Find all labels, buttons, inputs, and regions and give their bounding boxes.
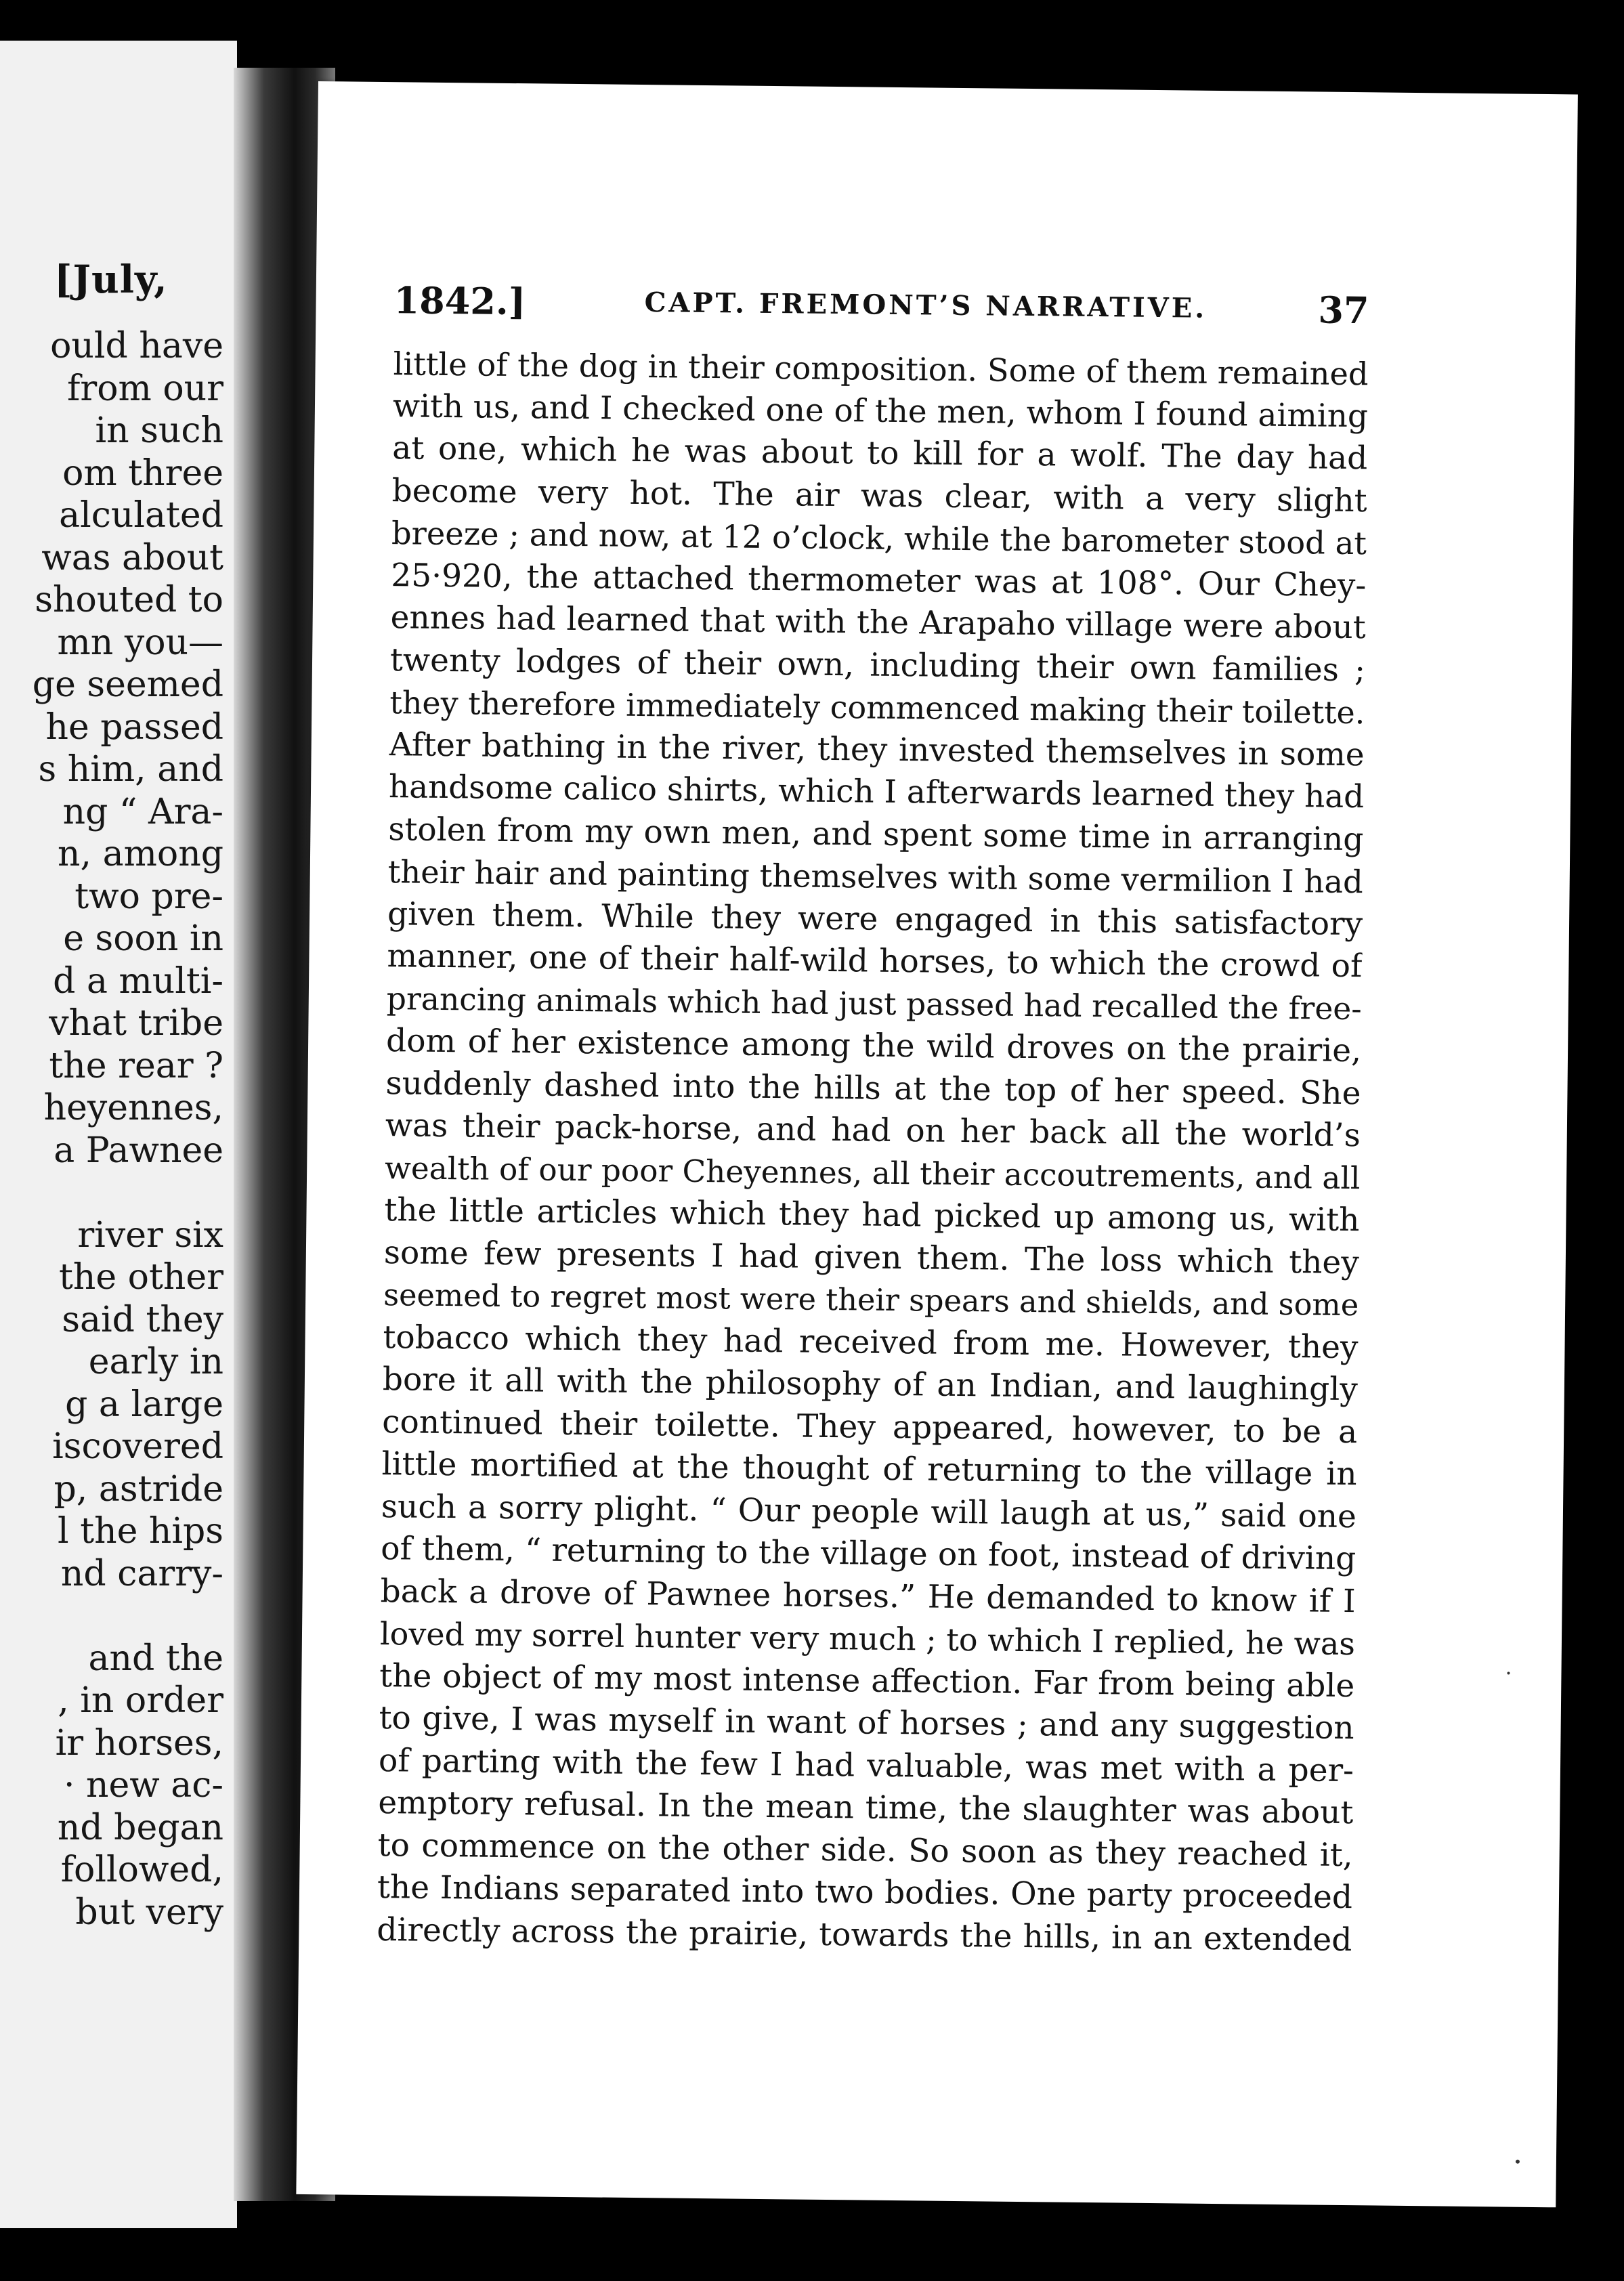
text-line: the Indians separated into two bodies. One party proceeded [377,1869,1353,1917]
text-line: early in [88,1342,223,1382]
text-line: he passed [45,706,223,748]
text-line: but very [75,1892,223,1933]
text-line: handsome calico shirts, which I afterwards learned they had [388,769,1365,816]
text-line: from our [67,368,223,409]
text-line: of them, “ returning to the village on foot, instead of driving [381,1530,1356,1578]
text-line: followed, [60,1850,223,1890]
text-line: suddenly dashed into the hills at the top of her speed. She [385,1064,1361,1112]
text-line: said they [62,1299,223,1340]
text-line: and the [88,1638,223,1679]
text-line: at one, which he was about to kill for a wolf. The day had [392,429,1368,477]
text-line: p, astride [54,1468,223,1510]
text-line: ould have [50,326,223,366]
left-page-running-head: [July, [54,257,168,302]
text-line: the other [58,1257,223,1298]
text-line: the little articles which they had picked up among us, with [384,1191,1360,1239]
text-line: their hair and painting themselves with some vermilion I had [387,853,1363,901]
text-line [0,1595,223,1638]
text-line: bore it all with the philosophy of an Indian, and laughingly [382,1361,1359,1409]
text-line: seemed to regret most were their spears and shields, and some [383,1277,1359,1323]
text-line: the rear ? [49,1045,223,1086]
text-line: river six [77,1214,223,1256]
scan-speck [1507,1672,1510,1675]
text-line: wealth of our poor Cheyennes, all their accoutrements, and all [384,1149,1361,1196]
text-line: shouted to [35,580,223,620]
text-line: nd began [57,1807,223,1848]
text-line: two pre- [74,876,223,917]
text-line: was their pack-horse, and had on her back all the world’s [385,1107,1361,1155]
text-line: n, among [58,834,223,874]
text-line: alculated [59,495,223,536]
text-line: stolen from my own men, and spent some time in arranging [388,810,1364,858]
text-line: they therefore immediately commenced making their toilette. [389,684,1365,731]
running-head-title: CAPT. FREMONT’S NARRATIVE. [644,286,1208,324]
text-line: g a large [65,1384,223,1425]
text-line: dom of her existence among the wild droves on the prairie, [385,1022,1362,1070]
text-line: a Pawnee [54,1130,223,1171]
running-head [393,278,1369,336]
text-line: twenty lodges of their own, including their own families ; [389,641,1366,689]
text-line: in such [95,410,223,451]
text-line: ennes had learned that with the Arapaho village were about [390,599,1366,647]
text-line: the object of my most intense affection. Far from being able [379,1657,1355,1705]
text-line: 25·920, the attached thermometer was at 108°. Our Chey- [391,556,1367,604]
text-line: om three [62,452,223,494]
text-line [0,1172,223,1214]
text-line: little mortified at the thought of returning to the village in [381,1445,1357,1493]
text-line: prancing animals which had just passed had recalled the free- [386,980,1363,1027]
text-line: tobacco which they had received from me. However, they [383,1318,1359,1366]
text-line: ir horses, [55,1722,223,1764]
text-line: little of the dog in their composition. Some of them remained [393,345,1369,393]
text-line: directly across the prairie, towards the hills, in an extended [377,1911,1352,1959]
text-line: to give, I was myself in want of horses ; and any suggestion [379,1699,1354,1747]
text-line: breeze ; and now, at 12 o’clock, while the barometer stood at [391,515,1367,562]
text-line: back a drove of Pawnee horses.” He demanded to know if I [380,1572,1356,1620]
text-line: was about [41,537,223,578]
text-line: · new ac- [63,1765,223,1806]
text-line: d a multi- [53,960,223,1002]
text-line: become very hot. The air was clear, with a very slight [391,471,1367,519]
page-number: 37 [1318,288,1369,333]
text-line: l the hips [58,1511,223,1552]
scan-speck [1516,2160,1520,2164]
text-line: emptory refusal. In the mean time, the slaughter was about [378,1784,1354,1832]
text-line: manner, one of their half-wild horses, to which the crowd of [387,937,1363,985]
text-line: ng “ Ara- [62,791,223,832]
text-line: of parting with the few I had valuable, was met with a per- [378,1741,1354,1789]
text-line: with us, and I checked one of the men, whom I found aiming [392,387,1369,435]
main-page [296,81,1578,2207]
body-text [377,343,1369,1961]
text-line: continued their toilette. They appeared, however, to be a [381,1403,1358,1451]
text-line: such a sorry plight. “ Our people will laugh at us,” said one [381,1487,1357,1535]
text-line: loved my sorrel hunter very much ; to which I replied, he was [379,1615,1356,1663]
left-page-fragment [0,41,237,2228]
left-page-text [0,325,223,1934]
text-line: vhat tribe [49,1003,223,1044]
text-line: heyennes, [43,1088,223,1128]
text-line: some few presents I had given them. The loss which they [383,1233,1360,1281]
text-line: , in order [58,1680,223,1721]
text-line: mn you— [57,622,223,663]
text-line: iscovered [52,1426,223,1467]
running-head-year: 1842.] [393,278,526,324]
text-line: After bathing in the river, they invested themselves in some [389,725,1365,773]
text-line: e soon in [63,918,223,959]
text-line: nd carry- [60,1553,223,1594]
text-line: s him, and [38,749,223,790]
text-line: given them. While they were engaged in this satisfactory [387,895,1363,943]
text-line: ge seemed [32,664,223,705]
text-line: to commence on the other side. So soon as they reached it, [377,1826,1353,1874]
